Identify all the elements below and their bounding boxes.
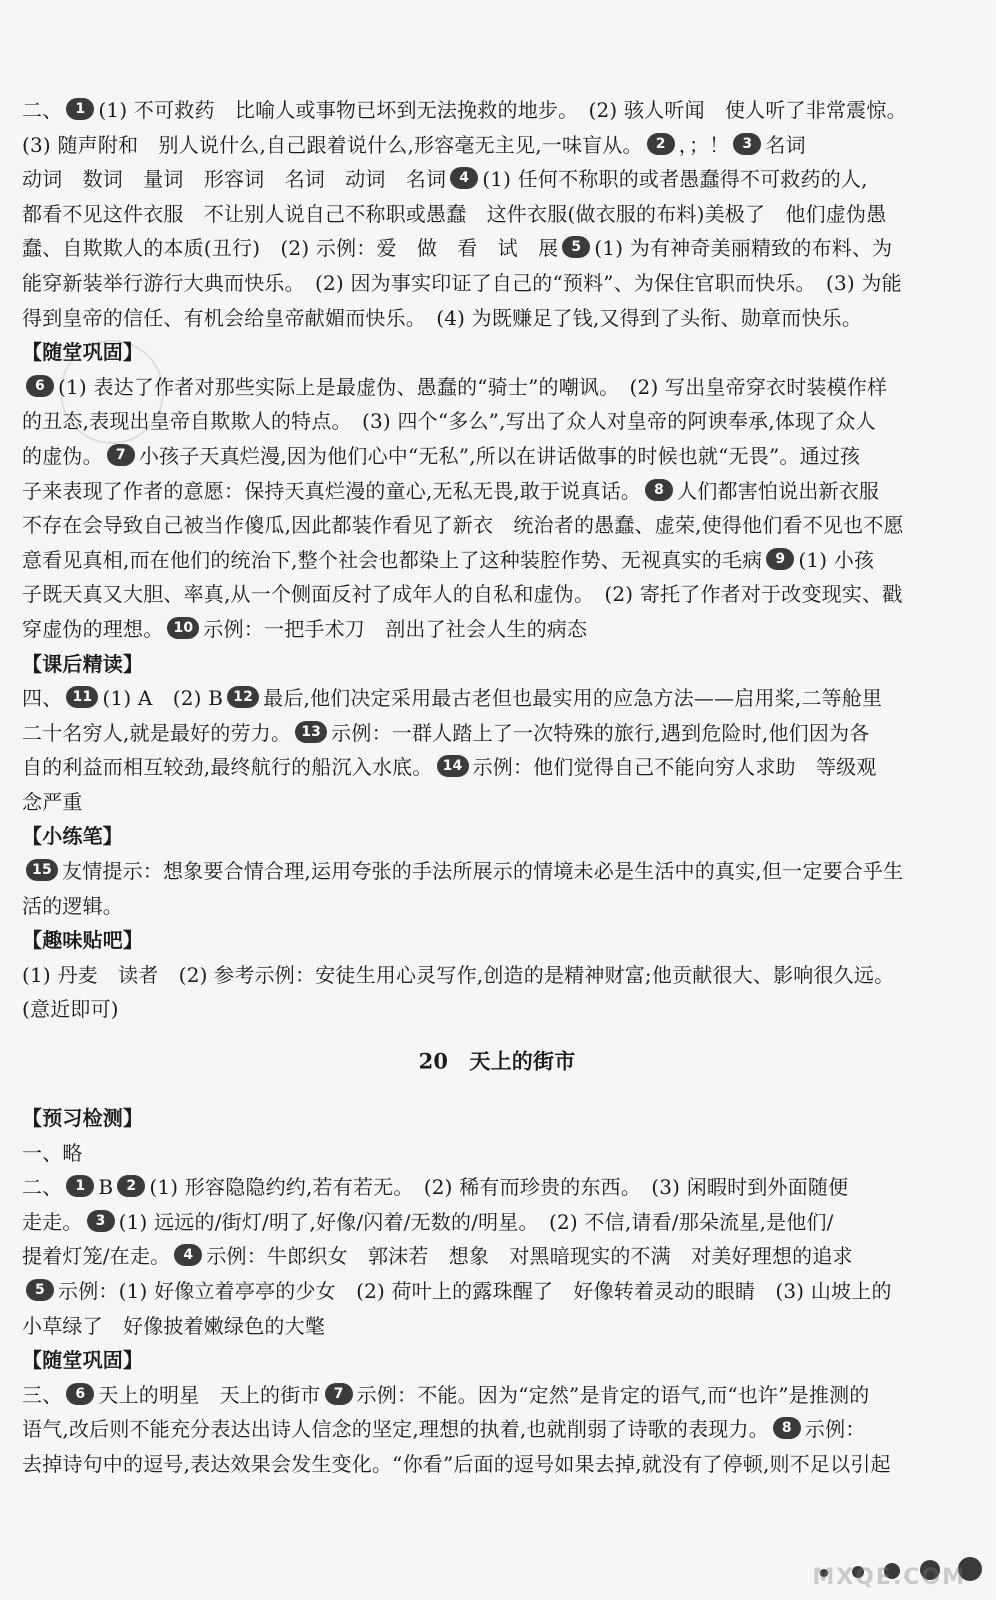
- text-segment: (1) 形容隐隐约约,若有若无。 (2) 稀有而珍贵的东西。 (3) 闲暇时到外面随便: [149, 1175, 849, 1200]
- text-segment: 【课后精读】: [22, 651, 144, 676]
- question-number-badge: 8: [773, 1417, 801, 1439]
- section-heading: [22, 818, 972, 853]
- text-line: [22, 749, 972, 784]
- text-line: [22, 1308, 972, 1343]
- section-heading: [22, 922, 972, 957]
- text-line: [22, 1377, 972, 1412]
- text-line: [22, 957, 972, 992]
- section-heading: [22, 1100, 972, 1135]
- question-number-badge: 13: [295, 721, 327, 743]
- text-line: [22, 853, 972, 888]
- text-line: [22, 300, 972, 335]
- text-line: [22, 1169, 972, 1204]
- question-number-badge: 3: [87, 1210, 115, 1232]
- text-line: [22, 1204, 972, 1239]
- text-segment: 【趣味贴吧】: [22, 928, 144, 953]
- question-number-badge: 5: [26, 1279, 54, 1301]
- text-segment: 能穿新装举行游行大典而快乐。 (2) 因为事实印证了自己的“预料”、为保住官职而快乐。 (3) 为能: [22, 271, 902, 296]
- text-line: [22, 196, 972, 231]
- text-segment: 的虚伪。: [22, 444, 103, 469]
- text-line: [22, 1238, 972, 1273]
- text-segment: 20 天上的街市: [418, 1048, 576, 1074]
- answer-key-content: [22, 92, 972, 1481]
- text-line: [22, 542, 972, 577]
- question-number-badge: 2: [647, 133, 675, 155]
- text-segment: (1) 任何不称职的或者愚蠢得不可救药的人,: [482, 167, 868, 192]
- question-number-badge: 6: [66, 1383, 94, 1405]
- text-segment: B: [98, 1175, 114, 1200]
- text-segment: 语气,改后则不能充分表达出诗人信念的坚定,理想的执着,也就削弱了诗歌的表现力。: [22, 1417, 769, 1442]
- text-segment: 一、略: [22, 1140, 83, 1165]
- text-segment: 天上的明星 天上的街市: [98, 1382, 321, 1407]
- text-segment: 自的利益而相互较劲,最终航行的船沉入水底。: [22, 755, 433, 780]
- text-line: [22, 1446, 972, 1481]
- text-line: [22, 403, 972, 438]
- question-number-badge: 10: [167, 617, 199, 639]
- text-segment: 走走。: [22, 1210, 83, 1235]
- text-line: [22, 1135, 972, 1170]
- text-segment: 示例：一群人踏上了一次特殊的旅行,遇到危险时,他们因为各: [331, 720, 870, 745]
- text-segment: 蠢、自欺欺人的本质(丑行) (2) 示例：爱 做 看 试 展: [22, 236, 559, 261]
- question-number-badge: 1: [66, 1175, 94, 1197]
- section-heading: [22, 1342, 972, 1377]
- text-segment: 示例：牛郎织女 郭沫若 想象 对黑暗现实的不满 对美好理想的追求: [206, 1244, 853, 1269]
- text-segment: 【随堂巩固】: [22, 1348, 144, 1373]
- text-segment: 得到皇帝的信任、有机会给皇帝献媚而快乐。 (4) 为既赚足了钱,又得到了头衔、勋章而快乐。: [22, 305, 863, 330]
- text-segment: 的丑态,表现出皇帝自欺欺人的特点。 (3) 四个“多么”,写出了众人对皇帝的阿谀奉承,体现了众人: [22, 409, 876, 434]
- text-segment: (1) 丹麦 读者 (2) 参考示例：安徒生用心灵写作,创造的是精神财富;他贡献很大、影响很久远。: [22, 963, 895, 988]
- text-segment: 子既天真又大胆、率真,从一个侧面反衬了成年人的自私和虚伪。 (2) 寄托了作者对于改变现实、戳: [22, 582, 903, 607]
- lesson-title: [22, 1034, 972, 1086]
- text-line: [22, 784, 972, 819]
- text-segment: ，；！: [678, 132, 730, 157]
- question-number-badge: 11: [66, 686, 98, 708]
- text-segment: 友情提示：想象要合情合理,运用夸张的手法所展示的情境未必是生活中的真实,但一定要合乎生: [62, 859, 904, 884]
- text-segment: (1) 不可救药 比喻人或事物已坏到无法挽救的地步。 (2) 骇人听闻 使人听了非常震惊。: [98, 98, 907, 123]
- text-segment: 人们都害怕说出新衣服: [677, 478, 880, 503]
- text-line: [22, 715, 972, 750]
- question-number-badge: 9: [766, 548, 794, 570]
- question-number-badge: 3: [733, 133, 761, 155]
- text-segment: 提着灯笼/在走。: [22, 1244, 171, 1269]
- question-number-badge: 15: [26, 859, 58, 881]
- text-line: [22, 507, 972, 542]
- text-segment: 小草绿了 好像披着嫩绿色的大氅: [22, 1313, 325, 1338]
- text-segment: (1) A (2) B: [102, 686, 224, 711]
- text-segment: 念严重: [22, 790, 83, 815]
- question-number-badge: 5: [562, 236, 590, 258]
- site-watermark: MXQE.COM: [812, 1565, 966, 1590]
- text-segment: 不存在会导致自己被当作傻瓜,因此都装作看见了新衣 统治者的愚蠢、虚荣,使得他们看不见也不愿: [22, 513, 904, 538]
- text-segment: (意近即可): [22, 997, 119, 1022]
- text-segment: 示例：(1) 好像立着亭亭的少女 (2) 荷叶上的露珠醒了 好像转着灵动的眼睛 (3) 山坡上的: [58, 1279, 892, 1304]
- text-segment: 示例：: [804, 1417, 866, 1442]
- text-segment: (1) 远远的/街灯/明了,好像/闪着/无数的/明星。 (2) 不信,请看/那朵流星,是他们/: [118, 1210, 834, 1235]
- text-line: [22, 888, 972, 923]
- question-number-badge: 1: [66, 98, 94, 120]
- text-segment: (1) 为有神奇美丽精致的布料、为: [594, 236, 893, 261]
- text-segment: 【小练笔】: [22, 824, 123, 849]
- text-line: [22, 991, 972, 1026]
- text-segment: 动词 数词 量词 形容词 名词 动词 名词: [22, 167, 447, 192]
- text-segment: 都看不见这件衣服 不让别人说自己不称职或愚蠢 这件衣服(做衣服的布料)美极了 他们虚伪愚: [22, 201, 887, 226]
- text-line: [22, 92, 972, 127]
- text-segment: (1) 小孩: [798, 547, 875, 572]
- text-segment: 子来表现了作者的意愿：保持天真烂漫的童心,无私无畏,敢于说真话。: [22, 478, 642, 503]
- text-segment: 示例：他们觉得自己不能向穷人求助 等级观: [472, 755, 877, 780]
- text-segment: 小孩子天真烂漫,因为他们心中“无私”,所以在讲话做事的时候也就“无畏”。通过孩: [138, 444, 861, 469]
- text-segment: 【随堂巩固】: [22, 340, 144, 365]
- text-segment: 示例：不能。因为“定然”是肯定的语气,而“也许”是推测的: [356, 1382, 870, 1407]
- text-segment: 意看见真相,而在他们的统治下,整个社会也都染上了这种装腔作势、无视真实的毛病: [22, 547, 763, 572]
- text-segment: 示例：一把手术刀 剖出了社会人生的病态: [203, 617, 588, 642]
- text-line: [22, 230, 972, 265]
- question-number-badge: 8: [645, 479, 673, 501]
- text-line: [22, 1273, 972, 1308]
- text-line: [22, 1411, 972, 1446]
- text-segment: 名词: [765, 132, 806, 157]
- section-heading: [22, 334, 972, 369]
- text-segment: 最后,他们决定采用最古老但也最实用的应急方法——启用桨,二等舱里: [263, 686, 883, 711]
- question-number-badge: 6: [26, 375, 54, 397]
- text-segment: 穿虚伪的理想。: [22, 617, 164, 642]
- text-segment: 三、: [22, 1382, 63, 1407]
- text-segment: 活的逻辑。: [22, 893, 123, 918]
- text-segment: 二十名穷人,就是最好的劳力。: [22, 720, 292, 745]
- question-number-badge: 7: [325, 1383, 353, 1405]
- question-number-badge: 14: [437, 755, 469, 777]
- question-number-badge: 7: [107, 444, 135, 466]
- text-line: [22, 611, 972, 646]
- section-heading: [22, 646, 972, 681]
- text-segment: 二、: [22, 98, 63, 123]
- text-segment: 【预习检测】: [22, 1106, 144, 1131]
- text-segment: (1) 表达了作者对那些实际上是最虚伪、愚蠢的“骑士”的嘲讽。 (2) 写出皇帝穿衣时装模作样: [58, 374, 888, 399]
- question-number-badge: 12: [227, 686, 259, 708]
- text-line: [22, 438, 972, 473]
- text-line: [22, 161, 972, 196]
- text-segment: (3) 随声附和 别人说什么,自己跟着说什么,形容毫无主见,一味盲从。: [22, 132, 643, 157]
- question-number-badge: 4: [450, 167, 478, 189]
- text-line: [22, 369, 972, 404]
- question-number-badge: 2: [117, 1175, 145, 1197]
- text-segment: 二、: [22, 1175, 63, 1200]
- question-number-badge: 4: [174, 1244, 202, 1266]
- text-line: [22, 265, 972, 300]
- text-segment: 去掉诗句中的逗号,表达效果会发生变化。“你看”后面的逗号如果去掉,就没有了停顿,则不足以引起: [22, 1452, 891, 1477]
- text-line: [22, 680, 972, 715]
- text-segment: 四、: [22, 686, 63, 711]
- text-line: [22, 127, 972, 162]
- text-line: [22, 473, 972, 508]
- text-line: [22, 576, 972, 611]
